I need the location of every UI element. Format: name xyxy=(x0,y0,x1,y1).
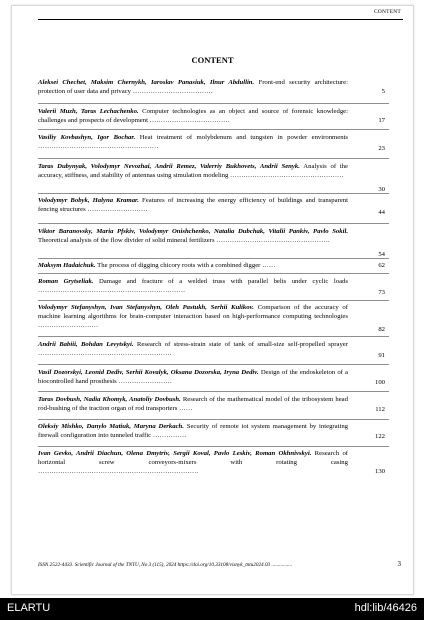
toc-entry-page: 112 xyxy=(375,406,385,413)
toc-entry[interactable] xyxy=(38,449,389,476)
toc-entry[interactable] xyxy=(38,340,389,358)
toc-entry-text: Oleksiy Mishko, Danylo Matiuk, Maryna Derkach. Security of remote iot system management by integrating firewall configuration into tunneled traffic …………… xyxy=(38,423,349,439)
toc-entry-title: Features of increasing the energy efficiency of buildings and transparent fencing structures xyxy=(38,197,349,213)
toc-entry-text: Roman Grytseliak. Damage and fracture of a welded truss with parallel belts under cyclic loads ………………………………………………………… xyxy=(38,278,348,294)
toc-entry-title: Theoretical analysis of the flow divider of solid mineral fertilizers xyxy=(38,237,215,244)
toc-entry-title: Research of horizontal screw conveyors-mixers with rotating casing xyxy=(38,450,349,466)
toc-entry-text: Vasiliy Kovbashyn, Igor Bochar. Heat treatment of molybdenum and tungsten in powder environments ……………………………………………… xyxy=(38,134,349,150)
toc-entry-page: 17 xyxy=(378,117,385,124)
toc-entry-text: Vasil Dozorskyi, Leonid Dediv, Serhii Kovalyk, Oksana Dozorska, Iryna Dediv. Design of the endoskeleton of a biocontrolled hand prosthesis …………………… xyxy=(38,369,349,385)
toc-entry-title: Research of the mathematical model of the tribosystem head rod-bushing of the traction organ of rod transporters xyxy=(38,396,348,412)
toc-entry-text: Taras Dubynyak, Volodymyr Nevozhai, Andrii Remez, Valerriy Bukhovets, Andrii Senyk. Analysis of the accuracy, stiffness, and stability of antennas using simulation modeling …………………………………………… xyxy=(38,163,348,179)
toc-entry-text: Taras Dovbush, Nadia Khomyk, Anatoliy Dovbush. Research of the mathematical model of the tribosystem head rod-bushing of the traction organ of rod transporters …… xyxy=(38,396,348,412)
document-page xyxy=(11,5,414,595)
toc-entry-page: 73 xyxy=(378,289,385,296)
toc-entry-page: 100 xyxy=(374,379,385,386)
toc-entry-authors: Roman Grytseliak. xyxy=(38,278,94,285)
toc-separator xyxy=(38,103,389,104)
toc-entry-page: 30 xyxy=(378,186,385,193)
toc-separator xyxy=(38,391,389,392)
toc-separator xyxy=(38,364,389,365)
page-footer xyxy=(38,562,401,568)
footer-citation: ISSN 2522-4433. Scientific Journal of the TNTU, No 3 (115), 2024 https://doi.org/10.33108/visnyk_tntu2024.03 ................ xyxy=(38,562,293,568)
toc-entry-title: Front-end security architecture: protection of user data and privacy xyxy=(38,79,348,95)
toc-entry-page: 54 xyxy=(378,251,385,258)
toc-separator xyxy=(38,193,389,194)
toc-entry-title: Research of stress-strain state of tank of small-size self-propelled sprayer xyxy=(136,341,348,348)
toc-entry-text: Volodymyr Bobyk, Halyna Kramar. Features of increasing the energy efficiency of buildings and transparent fencing structures ……………………… xyxy=(38,197,349,213)
toc-separator xyxy=(38,273,389,274)
toc-entry-title: Comparison of the accuracy of machine learning algorithms for brain-computer interaction based on high-performance computing technologies xyxy=(38,304,349,320)
toc-entry-title: Analysis of the accuracy, stiffness, and stability of antennas using simulation modeling xyxy=(38,163,348,179)
toc-entry[interactable] xyxy=(38,162,389,193)
running-head: CONTENT xyxy=(373,9,401,15)
toc-separator xyxy=(38,336,389,337)
toc-entry-authors: Viktor Baranovsky, Maria Pfskiv, Volodymyr Onishchenko, Natalia Dubchak, Vitalii Pankiv, Pavlo Sokil. xyxy=(38,228,348,235)
toc-entry-authors: Aleksei Chechet, Maksim Chernykh, Iaroslav Panasiuk, Ilnur Abdullin. xyxy=(38,79,255,86)
repository-handle[interactable]: hdl:lib/46426 xyxy=(354,602,417,614)
toc-separator xyxy=(38,129,389,130)
toc-entry-authors: Volodymyr Stefanyshyn, Ivan Stefanyshyn, Oleh Pastukh, Serhii Kulikov. xyxy=(38,304,254,311)
toc-entry-authors: Maksym Hadaichuk. xyxy=(38,262,96,269)
toc-entry-title: The process of digging chicory roots with a combined digger xyxy=(97,262,261,269)
toc-entry[interactable] xyxy=(38,395,389,413)
toc-entry-authors: Oleksiy Mishko, Danylo Matiuk, Maryna Derkach. xyxy=(38,423,184,430)
toc-separator xyxy=(38,258,389,259)
toc-entry-page: 44 xyxy=(378,209,385,216)
toc-entry-title: Computer technologies as an object and source of forensic knowledge: challenges and prospects of development xyxy=(38,108,349,124)
toc-entry-authors: Taras Dubynyak, Volodymyr Nevozhai, Andrii Remez, Valerriy Bukhovets, Andrii Senyk. xyxy=(38,163,300,170)
toc-entry-text: Aleksei Chechet, Maksim Chernykh, Iaroslav Panasiuk, Ilnur Abdullin. Front-end security architecture: protection of user data and privacy ……………………………… xyxy=(38,79,348,95)
toc-entry-authors: Andrii Babiii, Bohdan Levytskyi. xyxy=(38,341,134,348)
repository-bar xyxy=(0,598,424,620)
toc-entry-page: 82 xyxy=(378,326,385,333)
page-title: CONTENT xyxy=(191,55,234,65)
repository-brand[interactable]: ELARTU xyxy=(7,602,51,614)
toc-entry[interactable] xyxy=(38,78,389,96)
toc-entry-authors: Taras Dovbush, Nadia Khomyk, Anatoliy Dovbush. xyxy=(38,396,181,403)
toc-entry-authors: Vasil Dozorskyi, Leonid Dediv, Serhii Kovalyk, Oksana Dozorska, Iryna Dediv. xyxy=(38,369,259,376)
toc-entry-authors: Vasiliy Kovbashyn, Igor Bochar. xyxy=(38,134,136,141)
toc-entry-authors: Valerii Muzh, Taras Lechachenko. xyxy=(38,108,139,115)
toc-entry-title: Damage and fracture of a welded truss with parallel belts under cyclic loads xyxy=(98,278,348,285)
toc-entry-title: Design of the endoskeleton of a biocontrolled hand prosthesis xyxy=(38,369,349,385)
toc-entry-page: 122 xyxy=(374,433,385,440)
toc-separator xyxy=(38,446,389,447)
toc-entry-page: 62 xyxy=(378,262,385,269)
toc-entry[interactable] xyxy=(38,368,389,386)
toc-separator xyxy=(38,419,389,420)
header-rule xyxy=(38,19,403,20)
toc-entry[interactable] xyxy=(38,196,389,214)
toc-entry[interactable] xyxy=(38,303,389,333)
footer-page-number: 3 xyxy=(397,560,401,568)
toc-entry-text: Maksym Hadaichuk. The process of digging chicory roots with a combined digger …… xyxy=(38,262,276,269)
toc-entry-text: Ivan Gevko, Andrii Diachun, Olena Dmytriv, Sergii Koval, Pavlo Leskiv, Roman Okhnivskyi. Research of horizontal screw conveyors-mixers with rotating casing ……………………………………………………………… xyxy=(38,450,349,475)
toc-entry-page: 23 xyxy=(378,145,385,152)
toc-separator xyxy=(38,158,389,159)
toc-entry-page: 130 xyxy=(374,468,385,475)
toc-entry[interactable] xyxy=(38,277,389,295)
toc-entry[interactable] xyxy=(38,227,389,258)
toc-entry-title: Security of remote iot system management by integrating firewall configuration into tunneled traffic xyxy=(38,423,349,439)
toc-entry[interactable] xyxy=(38,261,389,270)
toc-entry-text: Andrii Babiii, Bohdan Levytskyi. Research of stress-strain state of tank of small-size self-propelled sprayer …………………………………………………… xyxy=(38,341,348,357)
toc-entry-authors: Volodymyr Bobyk, Halyna Kramar. xyxy=(38,197,139,204)
toc-entry-text: Viktor Baranovsky, Maria Pfskiv, Volodymyr Onishchenko, Natalia Dubchak, Vitalii Pankiv, Pavlo Sokil. Theoretical analysis of the flow divider of solid mineral fertilizers …………………………………………… xyxy=(38,228,348,244)
toc-entry[interactable] xyxy=(38,133,389,151)
toc-entry[interactable] xyxy=(38,422,389,440)
toc-entry-page: 91 xyxy=(378,352,385,359)
toc-entry-title: Heat treatment of molybdenum and tungsten in powder environments xyxy=(139,134,349,141)
toc-separator xyxy=(38,300,389,301)
toc-entry-text: Valerii Muzh, Taras Lechachenko. Computer technologies as an object and source of forensic knowledge: challenges and prospects of development ……………………………… xyxy=(38,108,349,124)
toc-separator xyxy=(38,223,389,224)
toc-entry-page: 5 xyxy=(381,88,385,95)
toc-entry[interactable] xyxy=(38,107,389,125)
toc-entry-text: Volodymyr Stefanyshyn, Ivan Stefanyshyn, Oleh Pastukh, Serhii Kulikov. Comparison of the accuracy of machine learning algorithms for brain-computer interaction based on high-performance computing technologies ……………………… xyxy=(38,304,349,329)
toc-entry-authors: Ivan Gevko, Andrii Diachun, Olena Dmytriv, Sergii Koval, Pavlo Leskiv, Roman Okhnivskyi. xyxy=(38,450,312,457)
